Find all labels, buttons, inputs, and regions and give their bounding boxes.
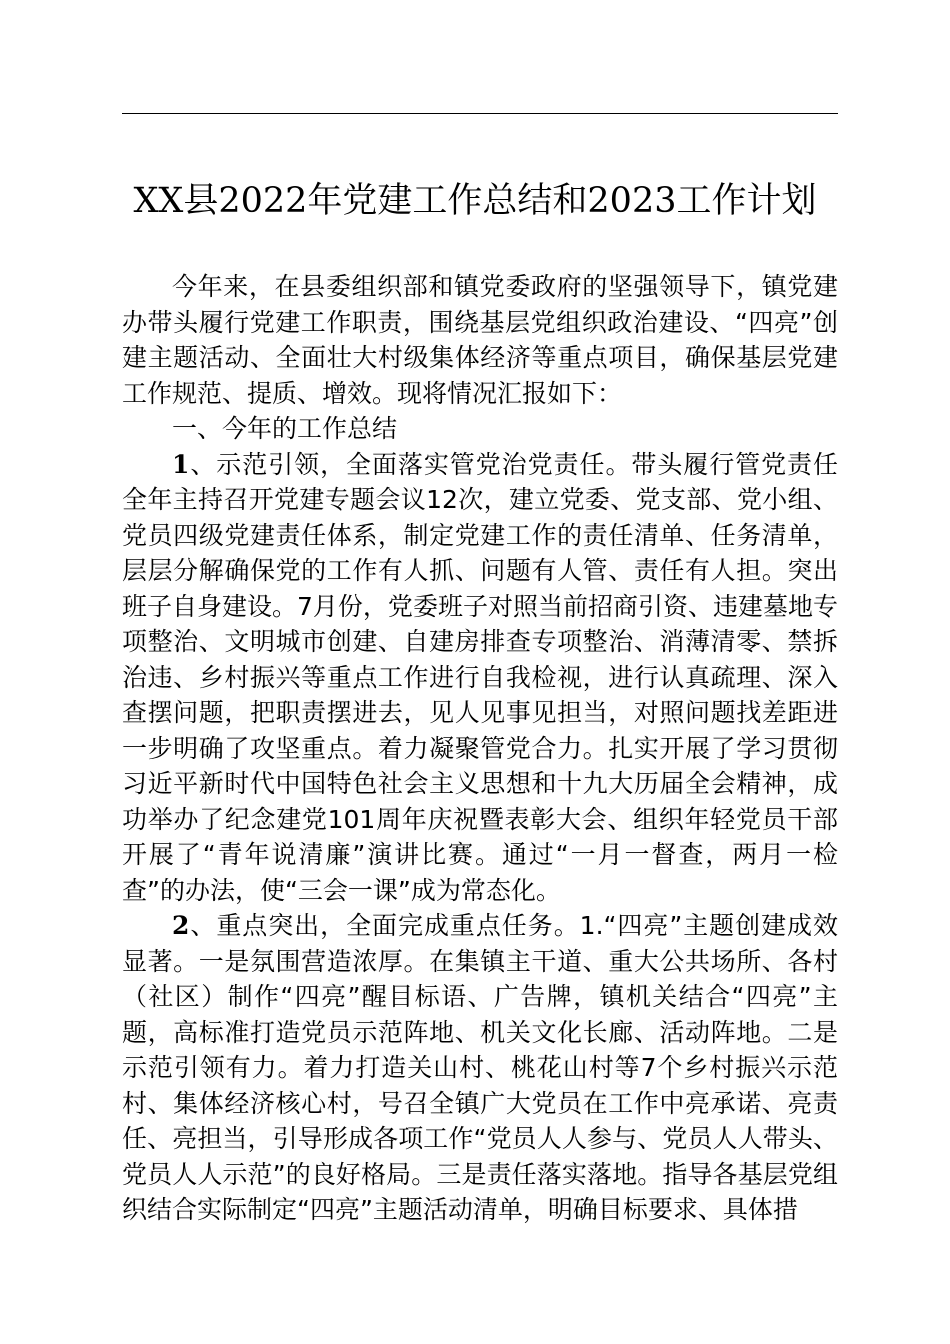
section-heading-summary [122,411,838,447]
header-rule [122,113,838,114]
paragraph-text: 今年来，在县委组织部和镇党委政府的坚强领导下，镇党建办带头履行党建工作职责，围绕基层党组织政治建设、“四亮”创建主题活动、全面壮大村级集体经济等重点项目，确保基层党建工作规范、提质、增效。现将情况汇报如下： [122,272,838,408]
intro-paragraph [122,269,838,411]
paragraph-text: 、重点突出，全面完成重点任务。1.“四亮”主题创建成效显著。一是氛围营造浓厚。在集镇主干道、重大公共场所、各村（社区）制作“四亮”醒目标语、广告牌，镇机关结合“四亮”主题，高标准打造党员示范阵地、机关文化长廊、活动阵地。二是示范引领有力。着力打造关山村、桃花山村等7个乡村振兴示范村、集体经济核心村，号召全镇广大党员在工作中亮承诺、亮责任、亮担当，引导形成各项工作“党员人人参与、党员人人带头、党员人人示范”的良好格局。三是责任落实落地。指导各基层党组织结合实际制定“四亮”主题活动清单，明确目标要求、具体措 [122,911,838,1224]
document-body [122,269,838,1228]
paragraph-text: 、示范引领，全面落实管党治党责任。带头履行管党责任全年主持召开党建专题会议12次，建立党委、党支部、党小组、党员四级党建责任体系，制定党建工作的责任清单、任务清单，层层分解确保党的工作有人抓、问题有人管、责任有人担。突出班子自身建设。7月份，党委班子对照当前招商引资、违建墓地专项整治、文明城市创建、自建房排查专项整治、消薄清零、禁拆治违、乡村振兴等重点工作进行自我检视，进行认真疏理、深入查摆问题，把职责摆进去，见人见事见担当，对照问题找差距进一步明确了攻坚重点。着力凝聚管党合力。扎实开展了学习贯彻习近平新时代中国特色社会主义思想和十九大历届全会精神，成功举办了纪念建党101周年庆祝暨表彰大会、组织年轻党员干部开展了“青年说清廉”演讲比赛。通过“一月一督查，两月一检查”的办法，使“三会一课”成为常态化。 [122,449,838,905]
section-heading-text: 一、今年的工作总结 [172,414,398,443]
item-number: 1 [172,449,190,479]
document-title: XX县2022年党建工作总结和2023工作计划 [133,181,817,221]
summary-item-1 [122,447,838,909]
item-number: 2 [172,911,190,940]
summary-item-2 [122,908,838,1228]
